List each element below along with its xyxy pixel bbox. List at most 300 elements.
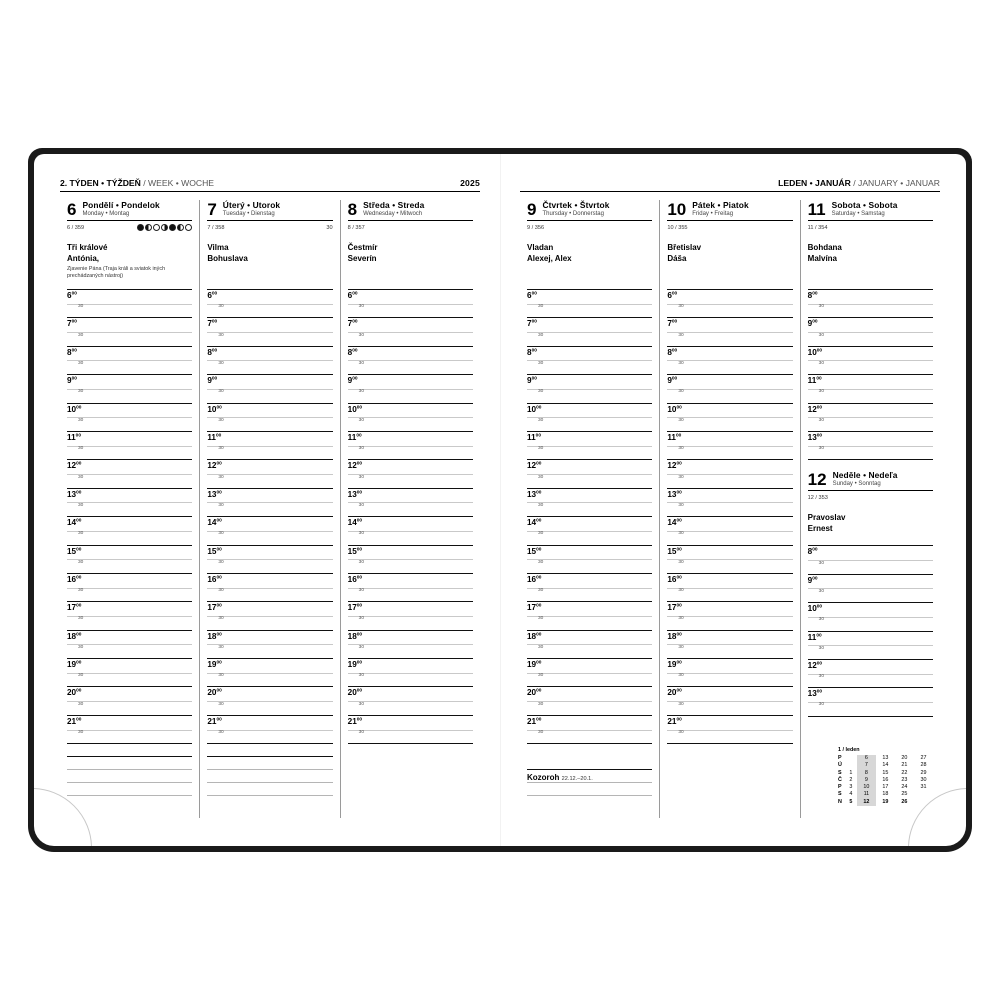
hour-row[interactable] xyxy=(527,403,652,431)
hour-row[interactable] xyxy=(67,289,192,317)
hour-row[interactable] xyxy=(348,715,473,743)
hour-row[interactable] xyxy=(348,658,473,686)
hour-row[interactable] xyxy=(348,601,473,629)
hour-row[interactable] xyxy=(67,431,192,459)
day-number: 10 xyxy=(667,200,687,219)
half-hour-label: 30 xyxy=(78,360,84,366)
hour-row[interactable] xyxy=(348,545,473,573)
note-line[interactable] xyxy=(67,756,192,769)
half-hour-rule xyxy=(67,389,192,390)
mini-month-row xyxy=(837,770,933,777)
mini-month-day[interactable]: 28 xyxy=(920,762,927,769)
mini-month-day[interactable]: 4 xyxy=(849,791,853,798)
hour-row[interactable] xyxy=(67,573,192,601)
hour-row[interactable] xyxy=(527,317,652,345)
mini-month-day[interactable]: 16 xyxy=(882,776,889,783)
hour-grid-thursday xyxy=(527,289,652,744)
hour-row[interactable] xyxy=(808,687,933,715)
hour-label: $16^{00}$ xyxy=(207,574,222,584)
hour-row[interactable] xyxy=(67,686,192,714)
day-name-cz: Nedĕle • Nedeľa xyxy=(832,470,898,481)
half-hour-rule xyxy=(808,360,933,361)
half-hour-rule xyxy=(207,502,332,503)
day-column-tuesday xyxy=(199,200,339,818)
day-rule xyxy=(207,220,332,221)
hour-row[interactable] xyxy=(207,516,332,544)
hour-label: $16^{00}$ xyxy=(347,574,363,584)
half-hour-rule xyxy=(527,616,652,617)
mini-month-day[interactable]: 25 xyxy=(901,791,908,798)
name-day-saturday xyxy=(808,243,933,283)
hour-row[interactable] xyxy=(67,658,192,686)
half-hour-label: 30 xyxy=(818,332,824,338)
hour-row[interactable] xyxy=(67,488,192,516)
half-hour-rule xyxy=(348,531,473,532)
hour-row[interactable] xyxy=(667,658,792,686)
half-hour-label: 30 xyxy=(358,559,364,565)
month-label xyxy=(778,178,940,188)
note-line[interactable] xyxy=(67,795,192,808)
half-hour-label: 30 xyxy=(218,531,224,537)
day-column-wednesday xyxy=(340,200,480,818)
half-hour-label: 30 xyxy=(678,616,684,622)
hour-label: $10^{00}$ xyxy=(207,404,222,414)
mini-month-day[interactable]: 31 xyxy=(920,784,927,791)
mini-month-day[interactable] xyxy=(914,791,933,798)
zodiac-name: Kozoroh xyxy=(527,773,560,782)
notes-lines-monday xyxy=(67,756,192,808)
hour-label: $8^{00}$ xyxy=(347,347,358,357)
hour-row[interactable] xyxy=(808,403,933,431)
mini-month-day[interactable]: 17 xyxy=(882,784,889,791)
hour-row[interactable] xyxy=(207,289,332,317)
hour-row[interactable] xyxy=(348,459,473,487)
mini-month-day[interactable]: 8 xyxy=(857,770,876,777)
hour-row[interactable] xyxy=(527,573,652,601)
hour-row[interactable] xyxy=(207,488,332,516)
year-label: 2025 xyxy=(460,178,480,188)
hour-row[interactable] xyxy=(348,374,473,402)
hour-label: $6^{00}$ xyxy=(347,291,358,300)
hour-label: $12^{00}$ xyxy=(807,404,823,414)
hour-row[interactable] xyxy=(348,573,473,601)
mini-month-row xyxy=(837,791,933,798)
hour-row[interactable] xyxy=(67,459,192,487)
hour-row[interactable] xyxy=(808,631,933,659)
mini-month-day[interactable]: 20 xyxy=(901,754,908,761)
half-hour-rule xyxy=(207,531,332,532)
half-hour-rule xyxy=(207,389,332,390)
hour-label: $12^{00}$ xyxy=(667,461,682,471)
half-hour-label: 30 xyxy=(678,304,684,310)
half-hour-label: 30 xyxy=(678,559,684,565)
mini-month-day[interactable]: 18 xyxy=(882,791,889,798)
half-hour-label: 30 xyxy=(218,730,224,736)
hour-row[interactable] xyxy=(667,289,792,317)
half-hour-rule xyxy=(527,673,652,674)
hour-row[interactable] xyxy=(67,630,192,658)
half-hour-label: 30 xyxy=(358,332,364,338)
hour-row[interactable] xyxy=(207,658,332,686)
hour-row[interactable] xyxy=(67,374,192,402)
mini-month-weekday: N xyxy=(837,798,842,805)
name-day-tuesday xyxy=(207,243,332,283)
mini-month-day[interactable]: 24 xyxy=(901,784,908,791)
hour-row[interactable] xyxy=(527,516,652,544)
half-hour-rule xyxy=(808,389,933,390)
mini-month-day[interactable]: 23 xyxy=(901,776,908,783)
day-meta-tuesday xyxy=(207,223,332,232)
mini-month-day[interactable]: 3 xyxy=(849,784,853,791)
hour-label: $18^{00}$ xyxy=(67,631,82,641)
day-column-thursday xyxy=(520,200,659,818)
mini-month-weekday: P xyxy=(837,754,842,761)
half-hour-label: 30 xyxy=(218,474,224,480)
name-day-note: Zjavenie Pána (Traja králi a sviatok iných prechádzaných nástroj) xyxy=(67,265,166,279)
mini-month-day[interactable]: 10 xyxy=(857,784,876,791)
half-hour-label: 30 xyxy=(678,588,684,594)
hour-row[interactable] xyxy=(348,488,473,516)
hour-row[interactable] xyxy=(67,601,192,629)
day-rule xyxy=(667,220,792,221)
mini-month-day[interactable]: 29 xyxy=(920,769,927,776)
hour-row[interactable] xyxy=(207,630,332,658)
hour-row[interactable] xyxy=(348,403,473,431)
day-name-intl: Monday • Montag xyxy=(82,211,130,217)
note-line[interactable] xyxy=(207,782,332,795)
day-meta-sunday xyxy=(808,493,933,502)
name-day-text: Bohdana Malvína xyxy=(807,243,842,263)
hour-row[interactable] xyxy=(527,601,652,629)
half-hour-rule xyxy=(808,645,933,646)
hour-row[interactable] xyxy=(527,431,652,459)
half-hour-rule xyxy=(348,644,473,645)
hour-label: $16^{00}$ xyxy=(667,574,682,584)
hour-row[interactable] xyxy=(667,686,792,714)
hour-row[interactable] xyxy=(667,630,792,658)
half-hour-label: 30 xyxy=(218,616,224,622)
hour-row[interactable] xyxy=(207,403,332,431)
day-name-intl: Wednesday • Mitwoch xyxy=(363,211,423,217)
hour-label: $10^{00}$ xyxy=(807,347,823,357)
hour-row[interactable] xyxy=(67,516,192,544)
week-label-cz: 2. TÝDEN • TÝŽDEŇ xyxy=(60,178,141,188)
note-line[interactable] xyxy=(207,795,332,808)
hour-row[interactable] xyxy=(808,659,933,687)
hour-row[interactable] xyxy=(808,431,933,459)
hour-row[interactable] xyxy=(207,573,332,601)
right-page xyxy=(500,154,966,846)
half-hour-label: 30 xyxy=(358,417,364,423)
mini-month-day[interactable]: 7 xyxy=(857,762,876,769)
mini-month-day[interactable]: 9 xyxy=(857,777,876,784)
half-hour-rule xyxy=(67,502,192,503)
hour-label: $8^{00}$ xyxy=(67,347,77,357)
half-hour-rule xyxy=(667,730,792,731)
half-hour-label: 30 xyxy=(678,531,684,537)
note-line[interactable] xyxy=(67,782,192,795)
half-hour-rule xyxy=(808,560,933,561)
hour-label: $18^{00}$ xyxy=(527,631,542,641)
mini-month-day[interactable]: 11 xyxy=(857,791,876,798)
moon-new-icon xyxy=(153,224,160,231)
hour-row[interactable] xyxy=(667,431,792,459)
mini-month-day[interactable]: 2 xyxy=(849,776,853,783)
hour-row[interactable] xyxy=(808,317,933,345)
hour-label: $20^{00}$ xyxy=(527,688,542,698)
hour-label: $20^{00}$ xyxy=(347,688,363,698)
half-hour-label: 30 xyxy=(818,389,824,395)
hour-row[interactable] xyxy=(667,317,792,345)
hour-row[interactable] xyxy=(67,346,192,374)
name-day-thursday xyxy=(527,243,652,283)
hour-row[interactable] xyxy=(527,289,652,317)
hour-row[interactable] xyxy=(808,289,933,317)
hour-row[interactable] xyxy=(348,289,473,317)
hour-row[interactable] xyxy=(207,459,332,487)
hour-row[interactable] xyxy=(348,516,473,544)
hour-row[interactable] xyxy=(527,346,652,374)
hour-row[interactable] xyxy=(348,630,473,658)
hour-label: $18^{00}$ xyxy=(347,631,363,641)
hour-label: $8^{00}$ xyxy=(667,347,678,357)
half-hour-label: 30 xyxy=(358,474,364,480)
half-hour-label: 30 xyxy=(678,417,684,423)
half-hour-label: 30 xyxy=(818,446,824,452)
hour-row[interactable] xyxy=(667,488,792,516)
mini-month-day[interactable]: 30 xyxy=(920,776,927,783)
hour-label: $10^{00}$ xyxy=(67,404,82,414)
mini-month-day[interactable] xyxy=(914,799,933,806)
hour-row[interactable] xyxy=(207,686,332,714)
hour-row[interactable] xyxy=(667,573,792,601)
mini-month-day[interactable]: 1 xyxy=(849,769,853,776)
hour-label: $21^{00}$ xyxy=(347,716,363,726)
hour-row[interactable] xyxy=(527,459,652,487)
hour-label: $9^{00}$ xyxy=(207,376,218,386)
day-name-cz: Pondělí • Pondelok xyxy=(82,200,160,210)
mini-month-day[interactable]: 27 xyxy=(920,754,927,761)
half-hour-label: 30 xyxy=(538,502,544,508)
hour-row[interactable] xyxy=(667,715,792,743)
day-name-intl: Friday • Freitag xyxy=(692,211,734,217)
hour-label: $13^{00}$ xyxy=(347,489,363,499)
half-hour-rule xyxy=(808,617,933,618)
hour-label: $13^{00}$ xyxy=(527,489,542,499)
hour-row[interactable] xyxy=(808,346,933,374)
hour-label: $15^{00}$ xyxy=(667,546,682,556)
week-label xyxy=(60,178,214,188)
hour-row[interactable] xyxy=(527,374,652,402)
half-hour-rule xyxy=(348,730,473,731)
half-hour-label: 30 xyxy=(678,730,684,736)
hour-row[interactable] xyxy=(808,574,933,602)
hour-label: $10^{00}$ xyxy=(807,604,823,614)
hour-row[interactable] xyxy=(667,545,792,573)
half-hour-label: 30 xyxy=(358,502,364,508)
day-count: 12 / 353 xyxy=(807,494,828,501)
hour-label: $9^{00}$ xyxy=(807,575,818,585)
hour-row[interactable] xyxy=(527,686,652,714)
hour-row[interactable] xyxy=(348,317,473,345)
day-header-friday xyxy=(667,200,792,218)
day-name-cz: Středa • Streda xyxy=(363,200,425,210)
hour-label: $21^{00}$ xyxy=(67,716,82,726)
hour-row[interactable] xyxy=(207,374,332,402)
mini-month-day[interactable] xyxy=(845,762,857,769)
hour-row[interactable] xyxy=(527,545,652,573)
hour-label: $12^{00}$ xyxy=(807,660,823,670)
half-hour-rule xyxy=(808,417,933,418)
half-hour-label: 30 xyxy=(538,332,544,338)
left-day-columns xyxy=(60,200,480,818)
moon-full-icon xyxy=(169,224,176,231)
hour-row[interactable] xyxy=(527,658,652,686)
half-hour-rule xyxy=(348,332,473,333)
hour-grid-tuesday xyxy=(207,289,332,744)
mini-month-day[interactable]: 15 xyxy=(882,769,889,776)
mini-month-weekday: Č xyxy=(837,776,842,783)
hour-label: $13^{00}$ xyxy=(807,432,823,442)
half-hour-rule xyxy=(527,531,652,532)
hour-row[interactable] xyxy=(667,346,792,374)
half-hour-rule xyxy=(207,730,332,731)
mini-month-day[interactable]: 26 xyxy=(901,798,908,805)
day-column-monday xyxy=(60,200,199,818)
hour-row[interactable] xyxy=(207,317,332,345)
half-hour-rule xyxy=(67,559,192,560)
day-name-intl: Tuesday • Dienstag xyxy=(222,211,275,217)
hour-label: $8^{00}$ xyxy=(207,347,218,357)
half-hour-rule xyxy=(348,673,473,674)
half-hour-rule xyxy=(67,616,192,617)
hour-row[interactable] xyxy=(527,488,652,516)
half-hour-rule xyxy=(667,332,792,333)
hour-row[interactable] xyxy=(207,715,332,743)
hour-row[interactable] xyxy=(207,346,332,374)
mini-month-day[interactable]: 22 xyxy=(901,769,908,776)
half-hour-rule xyxy=(67,531,192,532)
hour-row[interactable] xyxy=(207,431,332,459)
mini-month-weekday: P xyxy=(837,784,842,791)
hour-row[interactable] xyxy=(207,601,332,629)
mini-month-day[interactable]: 5 xyxy=(849,798,853,805)
hour-row[interactable] xyxy=(527,715,652,743)
hour-label: $19^{00}$ xyxy=(207,660,222,670)
mini-month-day[interactable] xyxy=(845,755,857,762)
hour-row[interactable] xyxy=(67,403,192,431)
half-hour-rule xyxy=(527,559,652,560)
hour-label: $17^{00}$ xyxy=(67,603,82,613)
zodiac-range: 22.12.–20.1. xyxy=(561,776,593,782)
half-hour-label: 30 xyxy=(358,588,364,594)
mini-month-day[interactable]: 6 xyxy=(857,755,876,762)
half-hour-label: 30 xyxy=(818,360,824,366)
half-hour-label: 30 xyxy=(78,616,84,622)
day-rule xyxy=(808,220,933,221)
hour-label: $13^{00}$ xyxy=(807,689,823,699)
hour-row[interactable] xyxy=(67,715,192,743)
note-line[interactable] xyxy=(207,756,332,769)
hour-row[interactable] xyxy=(808,374,933,402)
hour-row[interactable] xyxy=(667,403,792,431)
mini-month-day[interactable]: 19 xyxy=(882,798,889,805)
hour-label: $19^{00}$ xyxy=(347,660,363,670)
mini-month-day[interactable]: 13 xyxy=(882,754,889,761)
half-hour-rule xyxy=(667,474,792,475)
hour-row[interactable] xyxy=(348,431,473,459)
half-hour-label: 30 xyxy=(538,730,544,736)
hour-label: $15^{00}$ xyxy=(527,546,542,556)
mini-month-day[interactable]: 12 xyxy=(857,799,876,806)
half-hour-label: 30 xyxy=(818,645,824,651)
hour-row[interactable] xyxy=(67,317,192,345)
hour-label: $11^{00}$ xyxy=(807,632,822,642)
hour-row[interactable] xyxy=(67,545,192,573)
day-number: 7 xyxy=(207,200,217,219)
note-line[interactable] xyxy=(67,769,192,782)
hour-label: $7^{00}$ xyxy=(347,319,358,329)
name-day-sunday xyxy=(808,513,933,539)
half-hour-rule xyxy=(67,673,192,674)
half-hour-label: 30 xyxy=(218,446,224,452)
hour-label: $12^{00}$ xyxy=(347,461,363,471)
hour-row[interactable] xyxy=(808,602,933,630)
hour-row[interactable] xyxy=(667,374,792,402)
half-hour-rule xyxy=(348,701,473,702)
hour-label: $9^{00}$ xyxy=(527,376,537,386)
hour-label: $17^{00}$ xyxy=(527,603,542,613)
hour-label: $17^{00}$ xyxy=(207,603,222,613)
half-hour-label: 30 xyxy=(78,502,84,508)
day-header-thursday xyxy=(527,200,652,218)
half-hour-rule xyxy=(207,673,332,674)
half-hour-label: 30 xyxy=(78,304,84,310)
hour-label: $15^{00}$ xyxy=(207,546,222,556)
half-hour-label: 30 xyxy=(218,701,224,707)
hour-row[interactable] xyxy=(667,459,792,487)
mini-month-day[interactable]: 21 xyxy=(901,762,908,769)
half-hour-rule xyxy=(527,389,652,390)
mini-month-weekday: Ú xyxy=(837,762,842,769)
hour-label: $19^{00}$ xyxy=(67,660,82,670)
hour-row[interactable] xyxy=(667,516,792,544)
half-hour-rule xyxy=(348,502,473,503)
half-hour-label: 30 xyxy=(78,730,84,736)
mini-month-day[interactable]: 14 xyxy=(882,762,889,769)
day-header-wednesday xyxy=(348,200,473,218)
day-meta-extra: 30 xyxy=(326,224,333,231)
mini-month-row xyxy=(837,755,933,762)
hour-row[interactable] xyxy=(348,346,473,374)
hour-label: $11^{00}$ xyxy=(667,432,682,442)
hour-row[interactable] xyxy=(348,686,473,714)
half-hour-rule xyxy=(808,674,933,675)
day-meta-friday xyxy=(667,223,792,232)
half-hour-label: 30 xyxy=(218,360,224,366)
hour-label: $18^{00}$ xyxy=(667,631,682,641)
hour-row[interactable] xyxy=(207,545,332,573)
left-page xyxy=(34,154,500,846)
note-line[interactable] xyxy=(207,769,332,782)
half-hour-label: 30 xyxy=(678,389,684,395)
hour-row[interactable] xyxy=(808,545,933,573)
half-hour-rule xyxy=(207,417,332,418)
hour-row[interactable] xyxy=(667,601,792,629)
zodiac-area xyxy=(527,769,652,808)
day-name-intl: Sunday • Sonntag xyxy=(832,481,881,488)
hour-row[interactable] xyxy=(527,630,652,658)
